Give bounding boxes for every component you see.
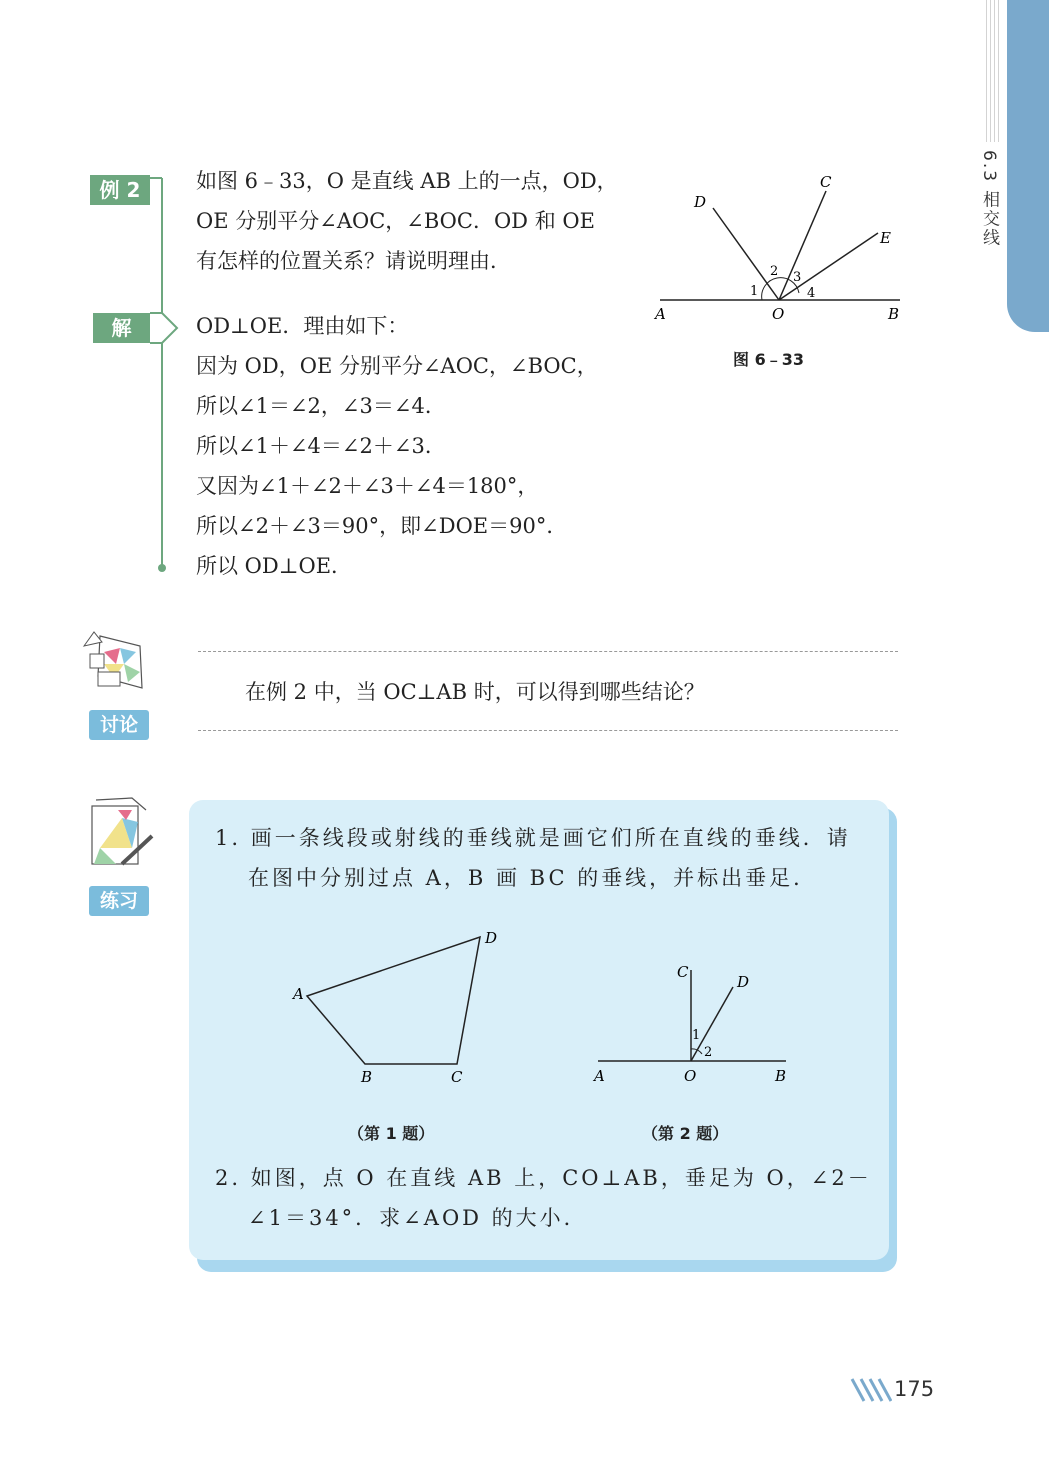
label-1: 1: [692, 1028, 701, 1043]
label-o: O: [684, 1067, 697, 1085]
label-a: A: [594, 1067, 605, 1085]
discussion-text: 在例 2 中，当 OC⊥AB 时，可以得到哪些结论？: [245, 680, 705, 704]
label-b: B: [775, 1067, 787, 1085]
figure-q2-caption: （第 2 题）: [642, 1124, 729, 1143]
solution-label: 解: [93, 313, 150, 343]
label-a: A: [655, 305, 666, 323]
solution-line: OD⊥OE．理由如下：: [196, 314, 409, 338]
solution-line: 所以∠2＋∠3＝90°，即∠DOE＝90°．: [196, 514, 568, 538]
label-o: O: [772, 305, 785, 323]
q2-line: ∠1＝34°．求∠AOD 的大小．: [248, 1206, 588, 1230]
chapter-side-tab: [1007, 0, 1049, 332]
q1-line: 1. 画一条线段或射线的垂线就是画它们所在直线的垂线．请: [215, 826, 851, 850]
practice-q2: [215, 1158, 872, 1238]
label-3: 3: [793, 270, 802, 285]
solution-line: 所以∠1＋∠4＝∠2＋∠3．: [196, 434, 446, 458]
chapter-title: 6.3 相交线: [979, 150, 999, 248]
label-d: D: [737, 973, 750, 991]
example-label: 例 2: [90, 175, 150, 205]
page-number: 175: [894, 1377, 935, 1401]
figure-6-33-caption: 图 6﹣33: [733, 350, 804, 369]
example-text: [196, 161, 618, 281]
solution-line: 所以∠1＝∠2，∠3＝∠4．: [196, 394, 446, 418]
discussion-icon: [80, 628, 162, 698]
discussion-tag: 讨论: [89, 710, 149, 740]
label-4: 4: [807, 286, 816, 301]
example-line: 如图 6﹣33，O 是直线 AB 上的一点，OD，: [196, 169, 618, 193]
page-number-decor: [850, 1377, 892, 1403]
q2-line: 2. 如图，点 O 在直线 AB 上，CO⊥AB，垂足为 O，∠2－: [215, 1166, 872, 1190]
practice-icon: [82, 792, 162, 874]
label-d: D: [694, 193, 707, 211]
practice-tag: 练习: [89, 886, 149, 916]
label-c: C: [677, 963, 689, 981]
figure-q1: [285, 925, 505, 1090]
example-line: OE 分别平分∠AOC，∠BOC．OD 和 OE: [196, 209, 595, 233]
label-b: B: [361, 1068, 373, 1086]
example-line: 有怎样的位置关系？请说明理由．: [196, 249, 511, 273]
label-1: 1: [750, 284, 759, 299]
label-c: C: [820, 173, 832, 191]
practice-q1: [215, 818, 851, 898]
label-2: 2: [770, 264, 779, 279]
figure-q2: [590, 955, 800, 1090]
discussion-divider-bottom: [198, 730, 898, 731]
side-decor-lines: [986, 0, 1002, 142]
label-a: A: [293, 985, 304, 1003]
example-rule: [140, 170, 180, 580]
label-d: D: [485, 929, 498, 947]
label-2: 2: [704, 1045, 713, 1060]
label-b: B: [888, 305, 900, 323]
label-c: C: [451, 1068, 463, 1086]
ray-od: [713, 208, 779, 300]
q1-line: 在图中分别过点 A，B 画 BC 的垂线，并标出垂足．: [248, 866, 818, 890]
figure-q1-caption: （第 1 题）: [348, 1124, 435, 1143]
solution-text: [196, 306, 598, 586]
solution-line: 又因为∠1＋∠2＋∠3＋∠4＝180°，: [196, 474, 539, 498]
figure-6-33: [650, 165, 910, 335]
discussion-divider-top: [198, 651, 898, 652]
quadrilateral-abcd: [307, 937, 480, 1064]
solution-line: 因为 OD，OE 分别平分∠AOC，∠BOC，: [196, 354, 598, 378]
solution-line: 所以 OD⊥OE．: [196, 554, 353, 578]
label-e: E: [880, 229, 891, 247]
